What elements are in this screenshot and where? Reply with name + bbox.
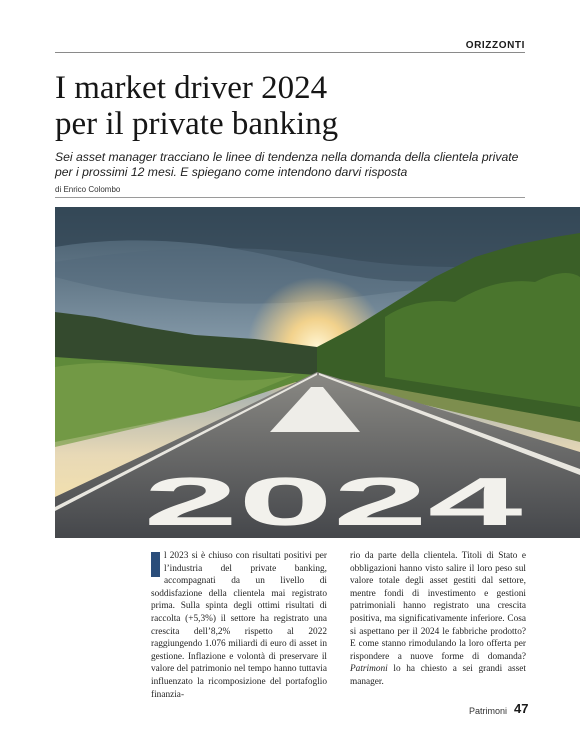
body-text-2a: rio da parte della clientela. Titoli di Stato e obbligazioni hanno visto salire il loro peso sul valore totale degli asset gestiti dal settore, mentre fondi di investimento e gestioni patrimoniali hanno registrato una crescita positiva, ma significativamente inferiore. Cosa si aspettano per il 2024 le fabbriche prodotto? E come stanno rimodulando la loro offerta per rispondere a nuove forme di domanda? [350, 551, 526, 662]
footer-magazine-name: Patrimoni [469, 706, 508, 716]
byline: di Enrico Colombo [55, 185, 121, 194]
body-text-1: l 2023 si è chiuso con risultati positivi per l’industria del private banking, accompagnati da un livello di soddisfazione della clientela mai registrato prima. Sulla spinta degli ottimi risultati di raccolta (+5,3%) il settore ha registrato una crescita dell’8,2% rispetto al 2022 raggiungendo 1.076 miliardi di euro di asset in gestione. Inflazione e volontà di preservare il valore del patrimonio nel tempo hanno tuttavia influenzato la ricomposizione del portafoglio finanzia- [151, 551, 327, 700]
magazine-name-inline: Patrimoni [350, 664, 388, 675]
byline-rule [55, 197, 525, 198]
road-text: 2024 [143, 463, 523, 538]
headline-line-2: per il private banking [55, 106, 339, 142]
headline [55, 70, 525, 142]
section-rule [55, 52, 525, 53]
hero-photo [55, 207, 580, 538]
page-number: 47 [514, 701, 529, 716]
drop-cap [151, 552, 160, 577]
article-body-column-2 [350, 550, 526, 689]
standfirst: Sei asset manager tracciano le linee di tendenza nella domanda della clientela private per i prossimi 12 mesi. E spiegano come intendono darvi risposta [55, 150, 519, 179]
article-body-column-1 [151, 550, 327, 701]
headline-line-1: I market driver 2024 [55, 70, 328, 106]
section-label: ORIZZONTI [465, 40, 525, 51]
body-text-2b: lo ha chiesto a sei grandi asset manager. [350, 664, 526, 687]
